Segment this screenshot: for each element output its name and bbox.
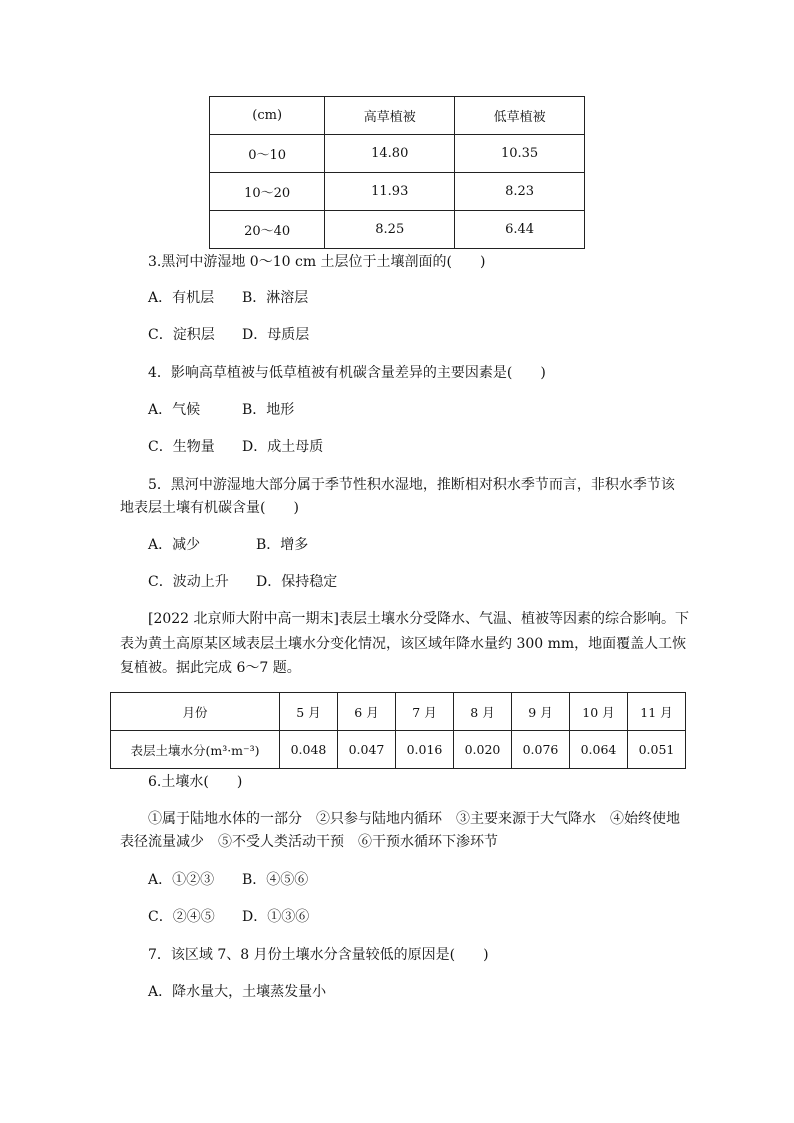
table-cell: 20～40 bbox=[210, 211, 325, 249]
table-row bbox=[210, 173, 585, 211]
table-header-row bbox=[210, 97, 585, 135]
q6-option-a: A．①②③ bbox=[148, 872, 215, 888]
q3-option-c: C．淀积层 bbox=[148, 327, 215, 343]
table-row-label: 表层土壤水分(m³·m⁻³) bbox=[111, 731, 280, 769]
table-row bbox=[210, 211, 585, 249]
table-cell: 0.064 bbox=[570, 731, 628, 769]
q6-items-line2: 表径流量减少 ⑤不受人类活动干预 ⑥干预水循环下渗环节 bbox=[120, 834, 498, 850]
table-cell: 0～10 bbox=[210, 135, 325, 173]
q3-option-a: A．有机层 bbox=[148, 290, 215, 306]
question-5-stem-line1: 5．黑河中游湿地大部分属于季节性积水湿地，推断相对积水季节而言，非积水季节该 bbox=[148, 477, 675, 493]
q4-option-d: D．成土母质 bbox=[242, 439, 324, 455]
q6-items-line1: ①属于陆地水体的一部分 ②只参与陆地内循环 ③主要来源于大气降水 ④始终使地 bbox=[148, 811, 680, 827]
table-cell: 0.047 bbox=[338, 731, 396, 769]
table-header-cell: 9 月 bbox=[512, 693, 570, 731]
table-cell: 8.25 bbox=[325, 211, 455, 249]
passage-line1: [2022 北京师大附中高一期末]表层土壤水分受降水、气温、植被等因素的综合影响。下 bbox=[148, 611, 690, 627]
table-row bbox=[210, 135, 585, 173]
q5-option-a: A．减少 bbox=[148, 537, 201, 553]
question-7-stem: 7．该区域 7、8 月份土壤水分含量较低的原因是( ) bbox=[148, 947, 489, 963]
table-header-cell: 高草植被 bbox=[325, 97, 455, 135]
table-cell: 6.44 bbox=[455, 211, 585, 249]
table-header-cell: 低草植被 bbox=[455, 97, 585, 135]
passage-line3: 复植被。据此完成 6～7 题。 bbox=[120, 660, 301, 676]
table-header-cell: 8 月 bbox=[454, 693, 512, 731]
q6-option-c: C．②④⑤ bbox=[148, 909, 215, 925]
q5-option-d: D．保持稳定 bbox=[256, 574, 338, 590]
table-cell: 11.93 bbox=[325, 173, 455, 211]
q6-option-b: B．④⑤⑥ bbox=[242, 872, 309, 888]
q4-option-c: C．生物量 bbox=[148, 439, 215, 455]
table-cell: 0.016 bbox=[396, 731, 454, 769]
soil-carbon-table bbox=[209, 96, 585, 249]
table-row bbox=[111, 731, 686, 769]
table-cell: 0.048 bbox=[280, 731, 338, 769]
q7-option-a: A．降水量大，土壤蒸发量小 bbox=[148, 984, 327, 1000]
table-cell: 10～20 bbox=[210, 173, 325, 211]
table-header-cell: 7 月 bbox=[396, 693, 454, 731]
table-header-cell: 6 月 bbox=[338, 693, 396, 731]
soil-moisture-table bbox=[110, 692, 686, 769]
table-header-cell: 10 月 bbox=[570, 693, 628, 731]
table-header-cell: 5 月 bbox=[280, 693, 338, 731]
q5-option-b: B．增多 bbox=[256, 537, 309, 553]
q5-option-c: C．波动上升 bbox=[148, 574, 229, 590]
passage-line2: 表为黄土高原某区域表层土壤水分变化情况，该区域年降水量约 300 mm，地面覆盖人工恢 bbox=[120, 636, 687, 652]
q6-option-d: D．①③⑥ bbox=[242, 909, 310, 925]
q3-option-b: B．淋溶层 bbox=[242, 290, 309, 306]
q4-option-b: B．地形 bbox=[242, 402, 295, 418]
question-5-stem-line2: 地表层土壤有机碳含量( ) bbox=[120, 500, 299, 516]
table-header-cell: (cm) bbox=[210, 97, 325, 135]
q3-option-d: D．母质层 bbox=[242, 327, 310, 343]
table-header-cell: 月份 bbox=[111, 693, 280, 731]
question-3-stem: 3.黑河中游湿地 0～10 cm 土层位于土壤剖面的( ) bbox=[148, 254, 486, 270]
table-cell: 0.020 bbox=[454, 731, 512, 769]
table-cell: 10.35 bbox=[455, 135, 585, 173]
table-cell: 8.23 bbox=[455, 173, 585, 211]
q4-option-a: A．气候 bbox=[148, 402, 201, 418]
table-cell: 0.051 bbox=[628, 731, 686, 769]
question-6-stem: 6.土壤水( ) bbox=[148, 774, 243, 790]
question-4-stem: 4．影响高草植被与低草植被有机碳含量差异的主要因素是( ) bbox=[148, 365, 546, 381]
table-header-row bbox=[111, 693, 686, 731]
table-cell: 14.80 bbox=[325, 135, 455, 173]
table-header-cell: 11 月 bbox=[628, 693, 686, 731]
table-cell: 0.076 bbox=[512, 731, 570, 769]
